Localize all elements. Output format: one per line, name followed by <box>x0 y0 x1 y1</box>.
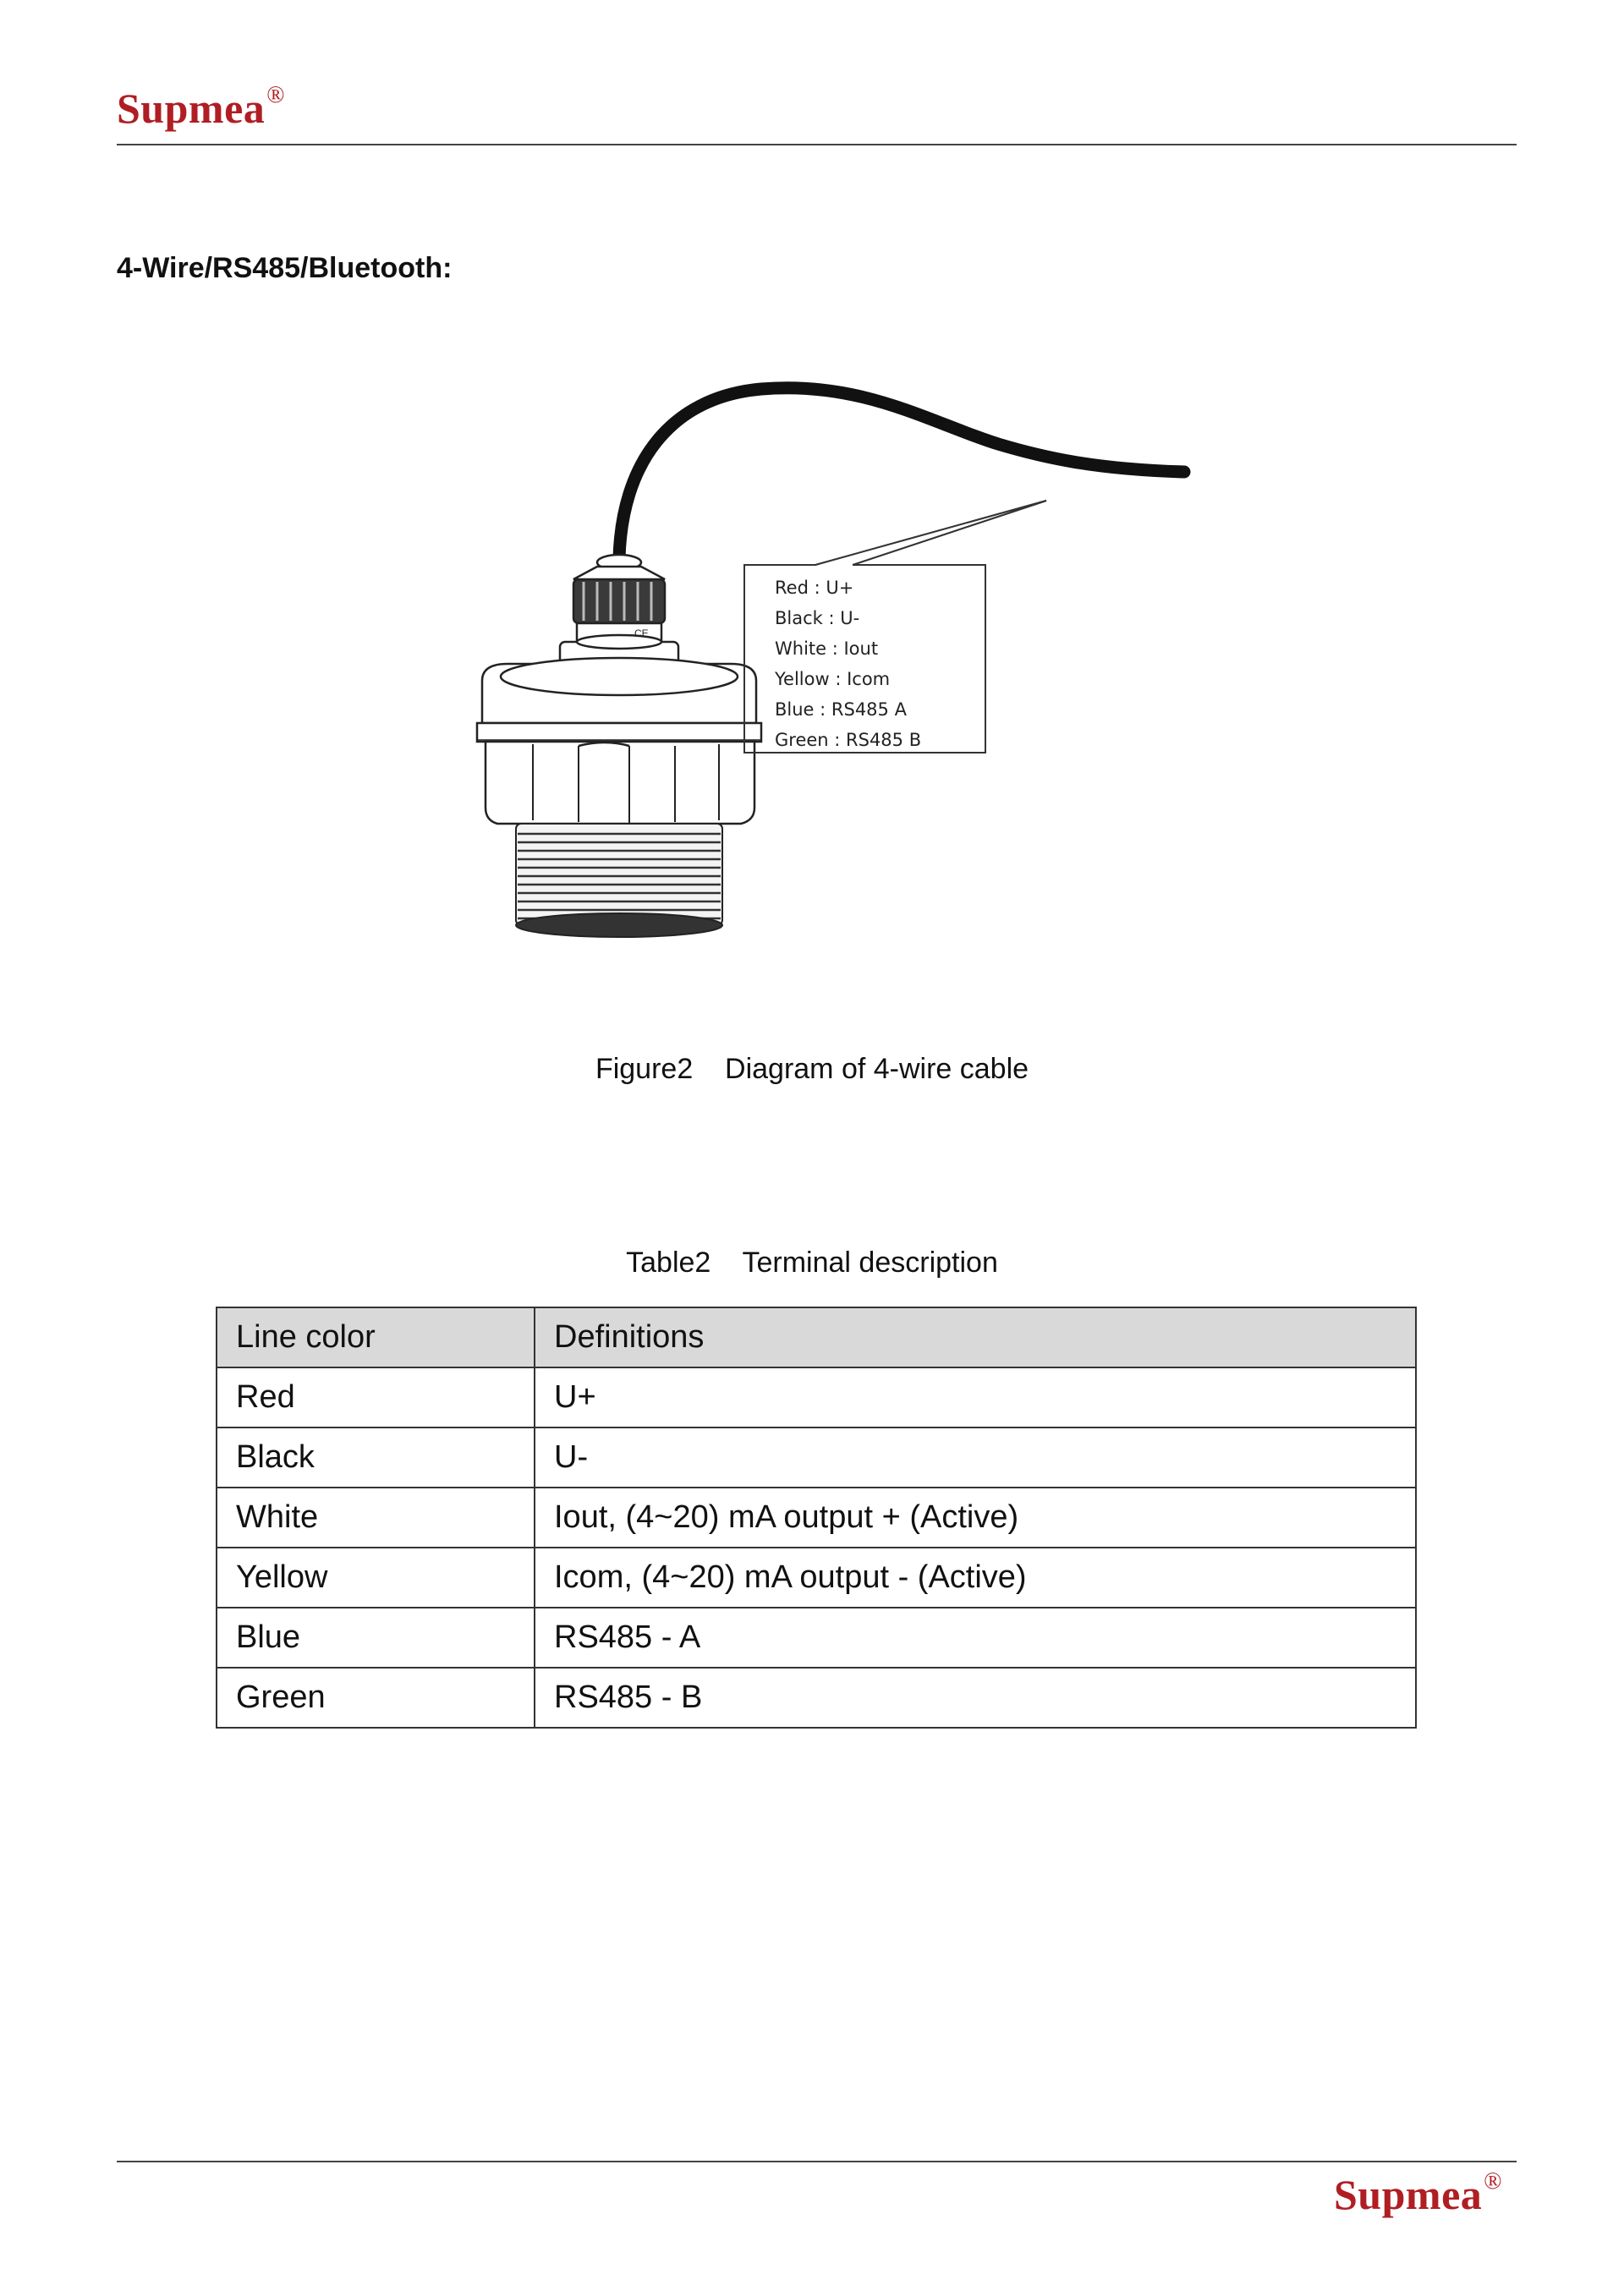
definition-cell: RS485 - B <box>535 1668 1416 1728</box>
callout-line-yellow: Yellow : Icom <box>775 669 891 689</box>
table-caption: Table2 Terminal description <box>626 1247 998 1279</box>
table-row <box>217 1488 1416 1548</box>
footer-divider <box>117 2161 1517 2162</box>
figure-caption: Figure2 Diagram of 4-wire cable <box>595 1053 1029 1085</box>
callout-line-green: Green : RS485 B <box>775 730 922 750</box>
header-logo: Supmea® <box>117 82 286 132</box>
definition-cell: Icom, (4~20) mA output - (Active) <box>535 1548 1416 1608</box>
cable <box>619 388 1184 558</box>
svg-text:CE: CE <box>634 627 649 639</box>
header-divider <box>117 144 1517 145</box>
line-color-cell: Red <box>217 1367 535 1427</box>
table-header-row <box>217 1307 1416 1367</box>
table-row <box>217 1427 1416 1488</box>
sensor-housing <box>477 658 761 824</box>
line-color-cell: Green <box>217 1668 535 1728</box>
definition-cell: Iout, (4~20) mA output + (Active) <box>535 1488 1416 1548</box>
header-definitions: Definitions <box>535 1307 1416 1367</box>
table-row <box>217 1548 1416 1608</box>
table-row <box>217 1608 1416 1668</box>
callout-line-red: Red : U+ <box>775 578 854 598</box>
definition-cell: U+ <box>535 1367 1416 1427</box>
terminal-description-table <box>216 1307 1417 1729</box>
sensor-cable-diagram <box>457 364 1218 956</box>
cable-gland <box>560 555 678 671</box>
section-heading: 4-Wire/RS485/Bluetooth: <box>117 252 453 284</box>
callout-line-black: Black : U- <box>775 608 860 628</box>
wire-callout <box>744 501 1046 753</box>
threaded-end <box>516 824 722 937</box>
line-color-cell: Black <box>217 1427 535 1488</box>
definition-cell: U- <box>535 1427 1416 1488</box>
line-color-cell: Yellow <box>217 1548 535 1608</box>
line-color-cell: Blue <box>217 1608 535 1668</box>
table-row <box>217 1367 1416 1427</box>
callout-line-white: White : Iout <box>775 638 879 659</box>
callout-line-blue: Blue : RS485 A <box>775 699 907 720</box>
table-row <box>217 1668 1416 1728</box>
definition-cell: RS485 - A <box>535 1608 1416 1668</box>
line-color-cell: White <box>217 1488 535 1548</box>
footer-logo: Supmea® <box>1334 2168 1503 2218</box>
header-line-color: Line color <box>217 1307 535 1367</box>
